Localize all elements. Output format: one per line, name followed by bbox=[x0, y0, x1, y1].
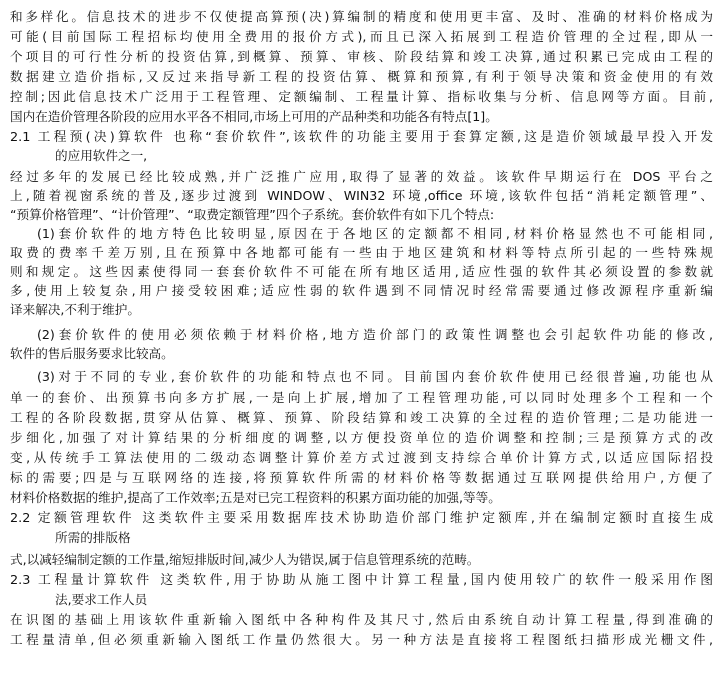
text-line: 材料价格数据的维护,提高了工作效率;五是对已完工程资料的积累方面功能的加强,等等。 bbox=[10, 490, 501, 505]
section-heading-continuation: 法,要求工作人员 bbox=[55, 592, 148, 607]
text-line: 标的需要;四是与互联网络的连接,将预算软件所需的材料价格等数据通过互联网提供给用户,方便了 bbox=[10, 470, 713, 485]
section-heading-continuation: 的应用软件之一, bbox=[55, 148, 148, 163]
section-heading-2-1: 2.1 工程预(决)算软件 也称“套价软件”,该软件的功能主要用于套算定额,这是造价领域最早投入开发 bbox=[10, 130, 713, 145]
text-line: 个项目的可行性分析的投资估算,到概算、预算、审核、阶段结算和竣工决算,通过积累已完成由工程的 bbox=[10, 49, 713, 64]
text-line: (2)套价软件的使用必须依赖于材料价格,地方造价部门的政策性调整也会引起软件功能的修改, bbox=[37, 327, 713, 342]
section-heading-continuation: 所需的排版格 bbox=[55, 530, 131, 545]
text-line: 可能(目前国际工程招标均使用全费用的报价方式),而且已深入拓展到工程造价管理的全过程,即从一 bbox=[10, 29, 713, 44]
text-line: 取费的费率千差万别,且在预算中各地都可能有一些由于地区建筑和材料等特点所引起的一些特殊规 bbox=[10, 245, 713, 260]
text-line: 单一的套价、出预算书向多方扩展,一是向上扩展,增加了工程管理功能,可以同时处理多个工程和一个 bbox=[10, 390, 713, 405]
text-line: (1)套价软件的地方特色比较明显,原因在于各地区的定额都不相同,材料价格显然也不可能相同, bbox=[37, 226, 713, 241]
text-line: 和多样化。信息技术的进步不仅使提高算预(决)算编制的精度和使用更丰富、及时、准确的材料价格成为 bbox=[10, 9, 713, 24]
text-line: 工程的各阶段数据,贯穿从估算、概算、预算、阶段结算和竣工决算的全过程的造价管理;二是功能进一 bbox=[10, 410, 713, 425]
text-line: 在识图的基础上用该软件重新输入图纸中各种构件及其尺寸,然后由系统自动计算工程量,得到准确的 bbox=[10, 612, 713, 627]
text-line: 译来解决,不利于维护。 bbox=[10, 302, 140, 317]
text-line: 则和规定。这些因素使得同一套套价软件不可能在所有地区适用,适应性强的软件其必须设置的参数就 bbox=[10, 264, 713, 279]
text-line: 控制;因此信息技术广泛用于工程管理、定额编制、工程量计算、指标收集与分析、信息网等方面。目前, bbox=[10, 89, 713, 104]
text-line: 多,使用上较复杂,用户接受较困难;适应性弱的软件遇到不同情况时经常需要通过修改源程序重新编 bbox=[10, 283, 713, 298]
text-line: “预算价格管理”、“计价管理”、“取费定额管理”四个子系统。套价软件有如下几个特点: bbox=[10, 207, 495, 222]
text-line: 步细化,加强了对计算结果的分析细度的调整,以方便投资单位的造价调整和控制;三是预算方式的改 bbox=[10, 430, 713, 445]
text-line: 国内在造价管理各阶段的应用水平各不相同,市场上可用的产品种类和功能各有特点[1]。 bbox=[10, 109, 498, 124]
text-line: 变,从传统手工算法使用的二级动态调整计算价差方式过渡到支持综合单价计算方式,以适应国际招投 bbox=[10, 450, 713, 465]
text-line: 式,以减轻编制定额的工作量,缩短排版时间,减少人为错误,属于信息管理系统的范畴。 bbox=[10, 552, 480, 567]
section-heading-2-3: 2.3 工程量计算软件 这类软件,用于协助从施工图中计算工程量,国内使用较广的软件一般采用作图 bbox=[10, 573, 713, 588]
text-line: 经过多年的发展已经比较成熟,并广泛推广应用,取得了显著的效益。该软件早期运行在 DOS 平台之 bbox=[10, 169, 713, 184]
text-line: (3)对于不同的专业,套价软件的功能和特点也不同。目前国内套价软件使用已经很普遍,功能也从 bbox=[37, 369, 713, 384]
text-line: 工程量清单,但必须重新输入图纸工作量仍然很大。另一种方法是直接将工程图纸扫描形成光栅文件, bbox=[10, 632, 713, 647]
text-line: 软件的售后服务要求比较高。 bbox=[10, 346, 174, 361]
section-heading-2-2: 2.2 定额管理软件 这类软件主要采用数据库技术协助造价部门维护定额库,并在编制定额时直接生成 bbox=[10, 511, 713, 526]
text-line: 上,随着视窗系统的普及,逐步过渡到 WINDOW、WIN32 环境,office 环境,该软件包括“消耗定额管理”、 bbox=[10, 188, 713, 203]
text-line: 数据建立造价指标,又反过来指导新工程的投资估算、概算和预算,有利于领导决策和资金使用的有效 bbox=[10, 69, 713, 84]
